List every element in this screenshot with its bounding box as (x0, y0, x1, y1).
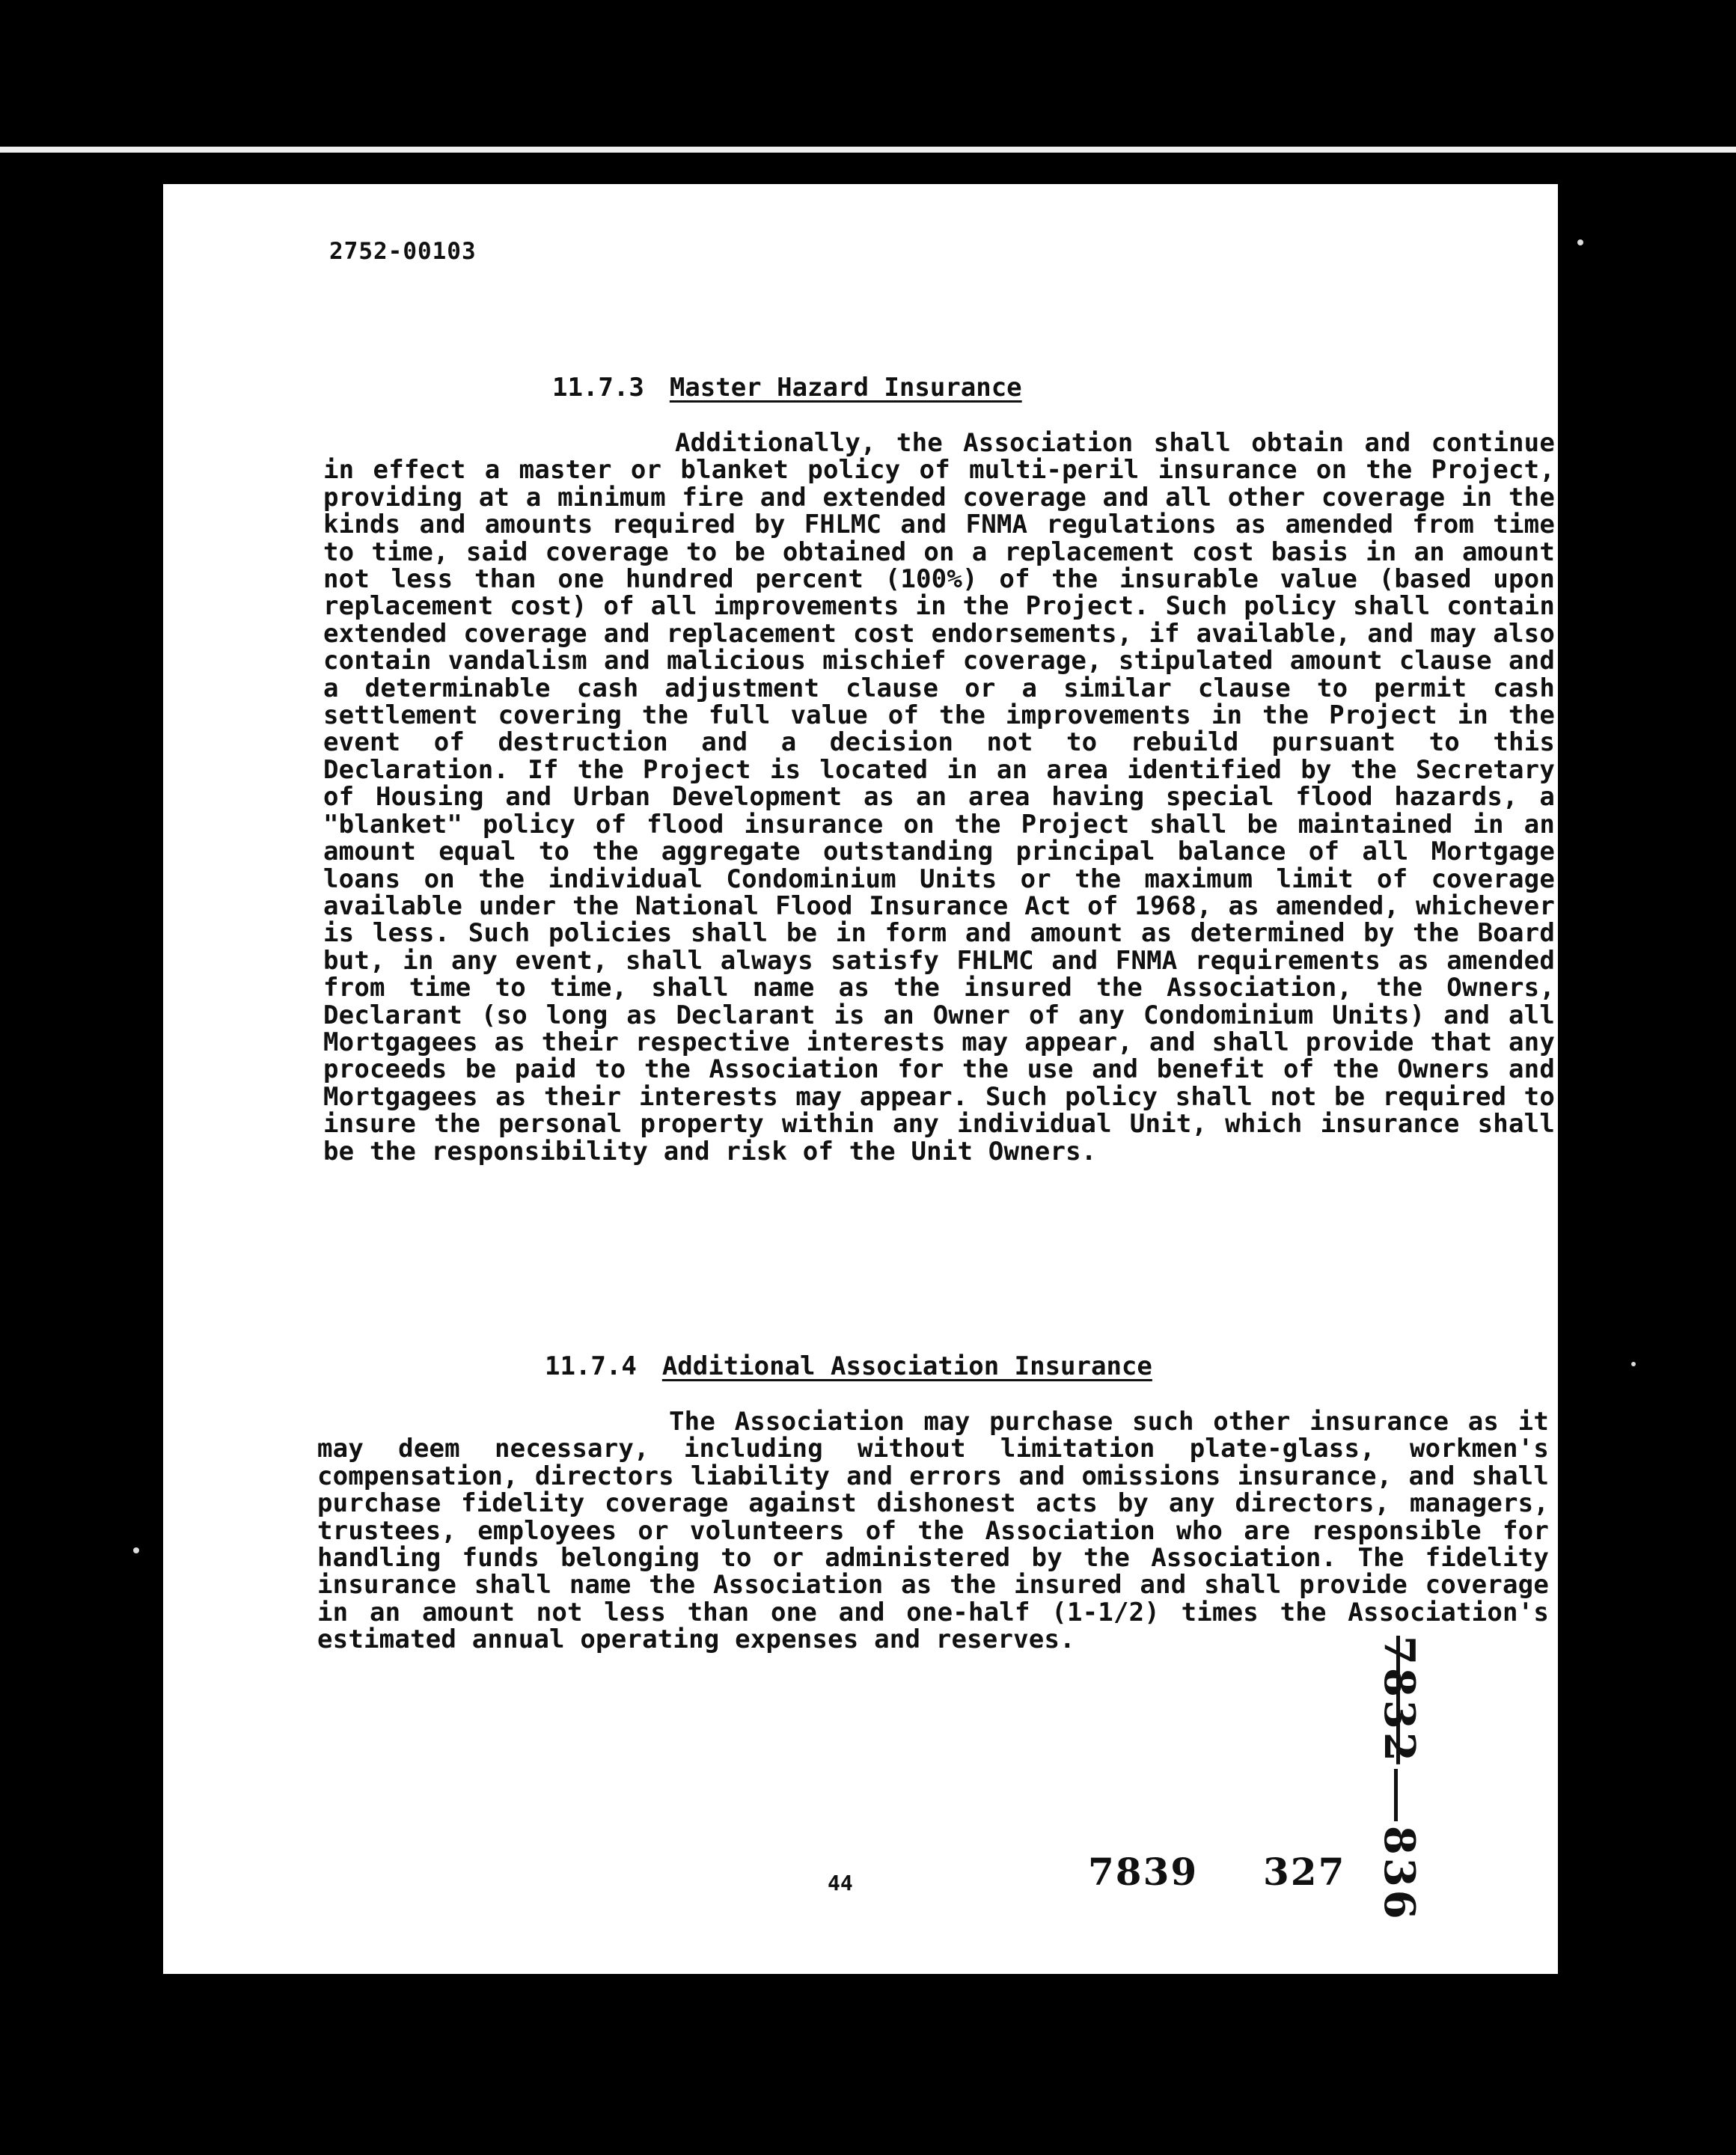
page-stamp: 327 (1263, 1850, 1346, 1894)
section-heading-master-hazard (552, 373, 1022, 403)
section-title: Additional Association Insurance (661, 1351, 1152, 1381)
margin-stamp-dash (1394, 1769, 1398, 1821)
paragraph-text: insurance as it may deem necessary, including without limitation plate-glass, workmen's compensation, directors liability and errors and omissions insurance, and shall purchase fidelity coverage against dishonest acts by any directors, managers, trustees, employees or volunteers of the Association who are responsible for handling funds belonging to or administered by the Association. The fidelity insurance shall name the Association as the insured and shall provide coverage in an amount not less than one and one-half (1-1/2) times the Association's estimated annual operating expenses and reserves. (317, 1407, 1550, 1655)
document-page (163, 184, 1558, 1974)
margin-stamp-first: 7832 (1375, 1636, 1424, 1764)
document-id: 2752-00103 (329, 238, 477, 265)
margin-book-stamp (1375, 1636, 1424, 1922)
scan-speck (1577, 239, 1583, 245)
section-heading-additional-insurance (545, 1351, 1152, 1381)
scan-speck (1631, 1362, 1636, 1366)
paragraph-text: and continue in effect a master or blanket policy of multi-peril insurance on the Project, providing at a minimum fire and extended coverage and all other coverage in the kinds and amounts required by FHLMC and FNMA regulations as amended from time to time, said coverage to be obtained on a replacement cost basis in an amount not less than one hundred percent (100%) of the insurable value (based upon replacement cost) of all improvements in the Project. Such policy shall contain extended coverage and replacement cost endorsements, if available, and may also contain vandalism and malicious mischief coverage, stipulated amount clause and a determinable cash adjustment clause or a similar clause to permit cash settlement covering the full value of the improvements in the Project in the event of destruction and a decision not to rebuild pursuant to this Declaration. If the Project is located in an area identified by the Secretary of Housing and Urban Development as an area having special flood hazards, a "blanket" policy of flood insurance on the Project shall be maintained in an amount equal to the aggregate outstanding principal balance of all Mortgage loans on the individual Condominium Units or the maximum limit of coverage available under the National Flood Insurance Act of 1968, as amended, whichever is less. Such policies shall be in form and amount as determined by the Board but, in any event, shall always satisfy FHLMC and FNMA requirements as amended from time to time, shall name as the insured the Association, the Owners, Declarant (so long as Declarant is an Owner of any Condominium Units) and all Mortgagees as their respective interests may appear, and shall provide that any proceeds be paid to the Association for the use and benefit of the Owners and Mortgagees as their interests may appear. Such policy shall not be required to insure the personal property within any individual Unit, which insurance shall be the responsibility and risk of the Unit Owners. (323, 428, 1555, 1167)
section-title: Master Hazard Insurance (669, 373, 1022, 403)
scan-speck (133, 1547, 139, 1553)
book-stamp: 7839 (1088, 1850, 1199, 1894)
section-number: 11.7.4 (545, 1351, 637, 1381)
section-number: 11.7.3 (552, 373, 644, 403)
scan-top-strip (0, 147, 1736, 153)
paragraph-lead: The Association may purchase such other (669, 1407, 1291, 1437)
section-body-master-hazard (323, 430, 1555, 1165)
section-body-additional-insurance (317, 1408, 1549, 1654)
page-number: 44 (828, 1871, 853, 1895)
margin-stamp-second: 836 (1375, 1825, 1424, 1922)
paragraph-lead: Additionally, the Association shall obtain (675, 428, 1345, 458)
